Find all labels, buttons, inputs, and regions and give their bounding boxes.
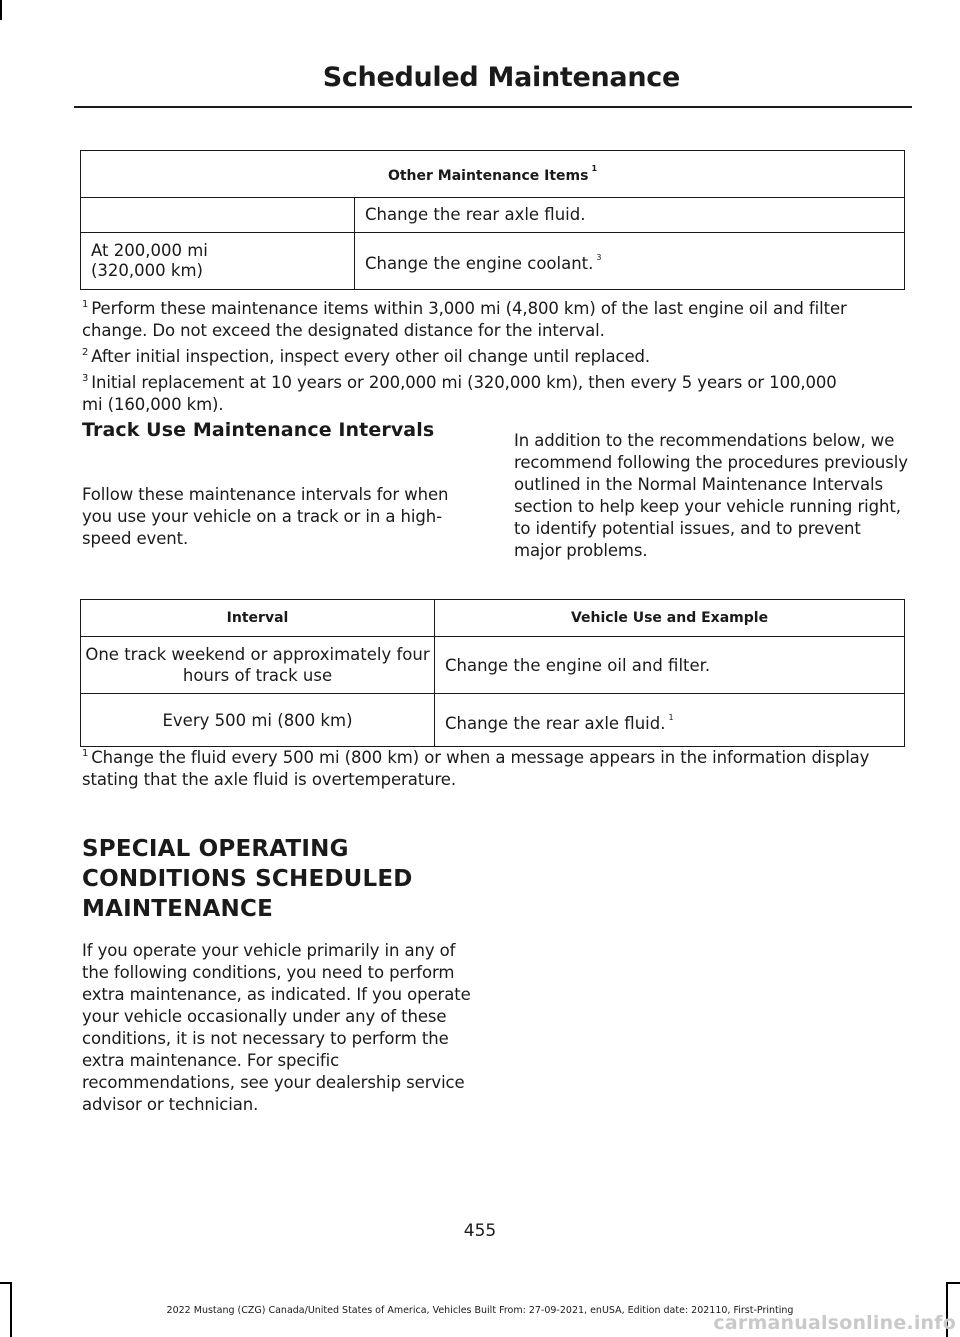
track-footnote: $^1$ Change the fluid every 500 mi (800 km) or when a message appears in the information display stating that the axle fluid is overtemperature. (82, 748, 870, 789)
footnote: $^2$ After initial inspection, inspect every other oil change until replaced. (82, 347, 651, 366)
track-use-recommendation: In addition to the recommendations below, we recommend following the procedures previously outlined in the Normal Maintenance Intervals section to help keep your vehicle running right, to identify potential issues, and to prevent major problems. (514, 431, 908, 560)
special-conditions-heading: SPECIAL OPERATING CONDITIONS SCHEDULED MAINTENANCE (82, 836, 413, 922)
interval-cell (81, 198, 355, 233)
table-row (81, 198, 905, 233)
interval-cell: Every 500 mi (800 km) (81, 694, 435, 747)
other-maintenance-table (80, 150, 905, 290)
header-rule (74, 106, 912, 108)
action-cell: Change the rear axle fluid. (355, 198, 905, 233)
crop-mark-bottom-left-h (0, 1282, 12, 1284)
page-title: Scheduled Maintenance (322, 62, 680, 93)
other-maintenance-header: Other Maintenance Items $^1$ (81, 151, 905, 198)
track-maintenance-table (80, 599, 905, 747)
crop-mark-top-left-h (0, 0, 2, 2)
interval-column-header: Interval (81, 600, 435, 637)
table-row (81, 233, 905, 290)
footer-text: 2022 Mustang (CZG) Canada/United States of America, Vehicles Built From: 27-09-2021, enUSA, Edition date: 202110, First-Printing (166, 1305, 794, 1316)
table-row (81, 694, 905, 747)
footnote: $^1$ Perform these maintenance items within 3,000 mi (4,800 km) of the last engine oil and filter change. Do not exceed the designated distance for the interval. (82, 299, 847, 340)
special-conditions-body: If you operate your vehicle primarily in any of the following conditions, you need to perform extra maintenance, as indicated. If you operate your vehicle occasionally under any of these conditions, it is not necessary to perform the extra maintenance. For specific recommendations, see your dealership service advisor or technician. (82, 941, 471, 1114)
page-number: 455 (463, 1221, 497, 1241)
action-cell: Change the engine oil and filter. (435, 637, 905, 694)
interval-cell: At 200,000 mi (320,000 km) (81, 233, 355, 290)
watermark: carmanualsonline.info (713, 1312, 956, 1334)
table-row (81, 637, 905, 694)
crop-mark-bottom-right-h (946, 1282, 960, 1284)
interval-cell: One track weekend or approximately four hours of track use (81, 637, 435, 694)
crop-mark-top-left (0, 0, 2, 20)
action-cell: Change the rear axle fluid. $^1$ (435, 694, 905, 747)
action-cell: Change the engine coolant. $^3$ (355, 233, 905, 290)
track-use-heading: Track Use Maintenance Intervals (82, 419, 435, 441)
footnote: $^3$ Initial replacement at 10 years or 200,000 mi (320,000 km), then every 5 years or 100,000 mi (160,000 km). (82, 373, 837, 414)
track-use-intro: Follow these maintenance intervals for when you use your vehicle on a track or in a high-speed event. (82, 485, 449, 548)
vehicle-use-column-header: Vehicle Use and Example (435, 600, 905, 637)
